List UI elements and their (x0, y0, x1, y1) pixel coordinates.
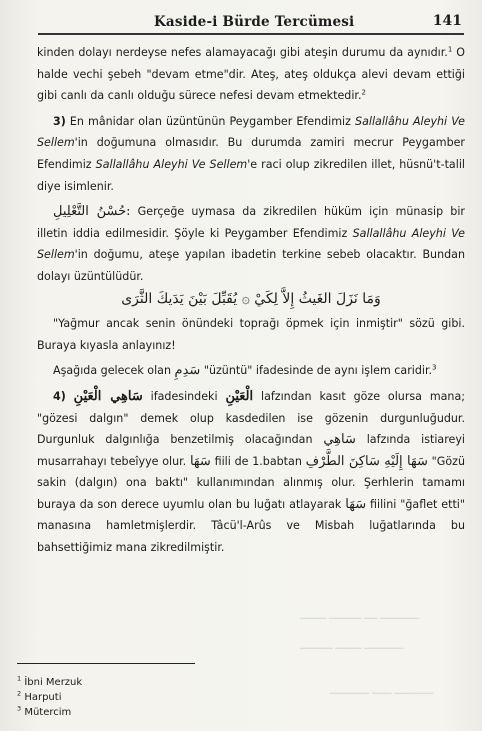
footnote-text: Mütercim (24, 706, 72, 718)
page-number: 141 (432, 13, 462, 29)
paragraph-3 (37, 201, 465, 287)
text-run: 'in doğumuna olmasıdır. Bu durumda zamiri mecrur Peygamber Efendimiz (37, 136, 465, 171)
running-header (38, 12, 462, 32)
footnote-3 (17, 706, 82, 721)
text-run: 'e raci olup zikredilen illet, hüsnü't-talil diye isimlenir. (37, 157, 465, 193)
arabic-term: سَهَا (189, 453, 211, 469)
footnote-ref-1: 1 (447, 45, 453, 54)
text-run: Gerçeğe uymasa da zikredilen hüküm için münasip bir illetin iddia edilmesidir. Şöyle ki Peygamber Efendimiz (37, 205, 465, 240)
footnote-rule (17, 663, 195, 664)
arabic-term: حُسْنُ التَّعْلِيلِ: (53, 204, 131, 220)
text-run: O halde vechi şebeh "devam etme"dir. Ateş, ateş oldukça alevi devam ettiği gibi canlı da canlı olduğu sürece nefesi devam etmektedir. (37, 46, 466, 103)
footnote-text: İbni Merzuk (24, 677, 83, 688)
text-run: Aşağıda gelecek olan (53, 364, 175, 378)
italic-run: Sallallâhu Aleyhi Ve Sellem (95, 157, 248, 171)
text-run: "Yağmur ancak senin önündeki toprağı öpmek için inmiştir" sözü gibi. Buraya kıyasla anlayınız! (37, 317, 465, 352)
bleed-through-text: ▁▁▁▁ ▁▁▁▁▁ ▁▁ ▁▁▁▁▁▁ (300, 610, 420, 620)
text-run: kinden dolayı nerdeyse nefes alamayacağı gibi ateşin durumu da aynıdır. (37, 46, 448, 59)
item-number: 4) (53, 389, 66, 403)
arabic-term: سَاهِي الْعَيْنِ (73, 388, 143, 404)
arabic-term: سَهَا (345, 496, 367, 512)
text-run: lafzından kasıt göze olursa mana; "gözesi dalgın" demek olup kasdedilen ise gözenin durgunluğudur. Durgunluk dalgınlığa benzetilmiş olacağından (37, 389, 465, 447)
footnote-1 (17, 676, 82, 691)
italic-run: Sallallâhu Aleyhi Ve Sellem (37, 114, 465, 150)
arabic-term: الْعَيْنِ (225, 388, 254, 404)
footnote-2 (17, 691, 82, 706)
bleed-through-text: ▁▁▁▁▁▁ ▁▁▁ ▁▁▁▁▁▁ (330, 685, 434, 695)
footnote-number: 1 (17, 674, 22, 683)
arabic-term: سَاهِي (323, 432, 356, 448)
paragraph-4 (37, 313, 465, 356)
footnote-text: Harputi (24, 691, 62, 703)
footnote-ref-3: 3 (432, 363, 437, 372)
italic-run: Sallallâhu Aleyhi Ve Sellem (37, 226, 465, 262)
text-run: lafzında istiareyi musarrahayı tebeîyye olur. (37, 433, 466, 468)
paragraph-6 (37, 386, 465, 559)
header-rule (38, 33, 464, 35)
text-run: fiilini "ğaflet etti" manasına hamletmişlerdir. Tâcü'l-Arûs ve Misbah luğatlarında bu bahsettiğimiz mana zikredilmiştir. (37, 497, 465, 555)
text-run: "üzüntü" ifadesinde de aynı işlem caridir. (200, 364, 433, 378)
paragraph-1 (37, 42, 465, 107)
text-run: fiili de 1.babtan (210, 454, 306, 468)
item-number: 3) (53, 114, 66, 128)
text-run: "Gözü sakin (dalgın) ona baktı" kullanımından alınmış olur. Şerhlerin tamamı buraya da son derece uyumlu olan bu luğatı atlayarak (37, 454, 465, 511)
bleed-through-text: ▁▁▁▁▁ ▁▁▁▁ ▁▁▁▁▁▁ (300, 640, 404, 650)
book-title: Kaside-i Bürde Tercümesi (154, 14, 355, 30)
main-text (37, 42, 465, 559)
text-run: ifadesindeki (142, 389, 226, 403)
text-run: En mânidar olan üzüntünün Peygamber Efendimiz (65, 114, 356, 128)
arabic-term: سَهَا إِلَيْهِ سَاكِنَ الطَّرْفِ (305, 453, 428, 469)
footnotes (17, 676, 82, 720)
paragraph-2 (37, 111, 465, 197)
footnote-number: 3 (17, 704, 22, 713)
footnote-number: 2 (17, 689, 22, 698)
text-run: 'in doğumu, ateşe yapılan ibadetin terkine sebeb olacaktır. Bundan dolayı üzüntülüdür. (37, 248, 465, 283)
footnote-ref-2: 2 (361, 88, 366, 97)
arabic-verse: وَمَا نَزَلَ الغَيثُ إِلاَّ لِكَيْ ۞ يُقَبِّلَ بَيْنَ يَدَيكَ الثَّرَى (121, 290, 381, 307)
arabic-term: سَدِمِ (174, 363, 201, 379)
paragraph-5 (37, 360, 465, 382)
